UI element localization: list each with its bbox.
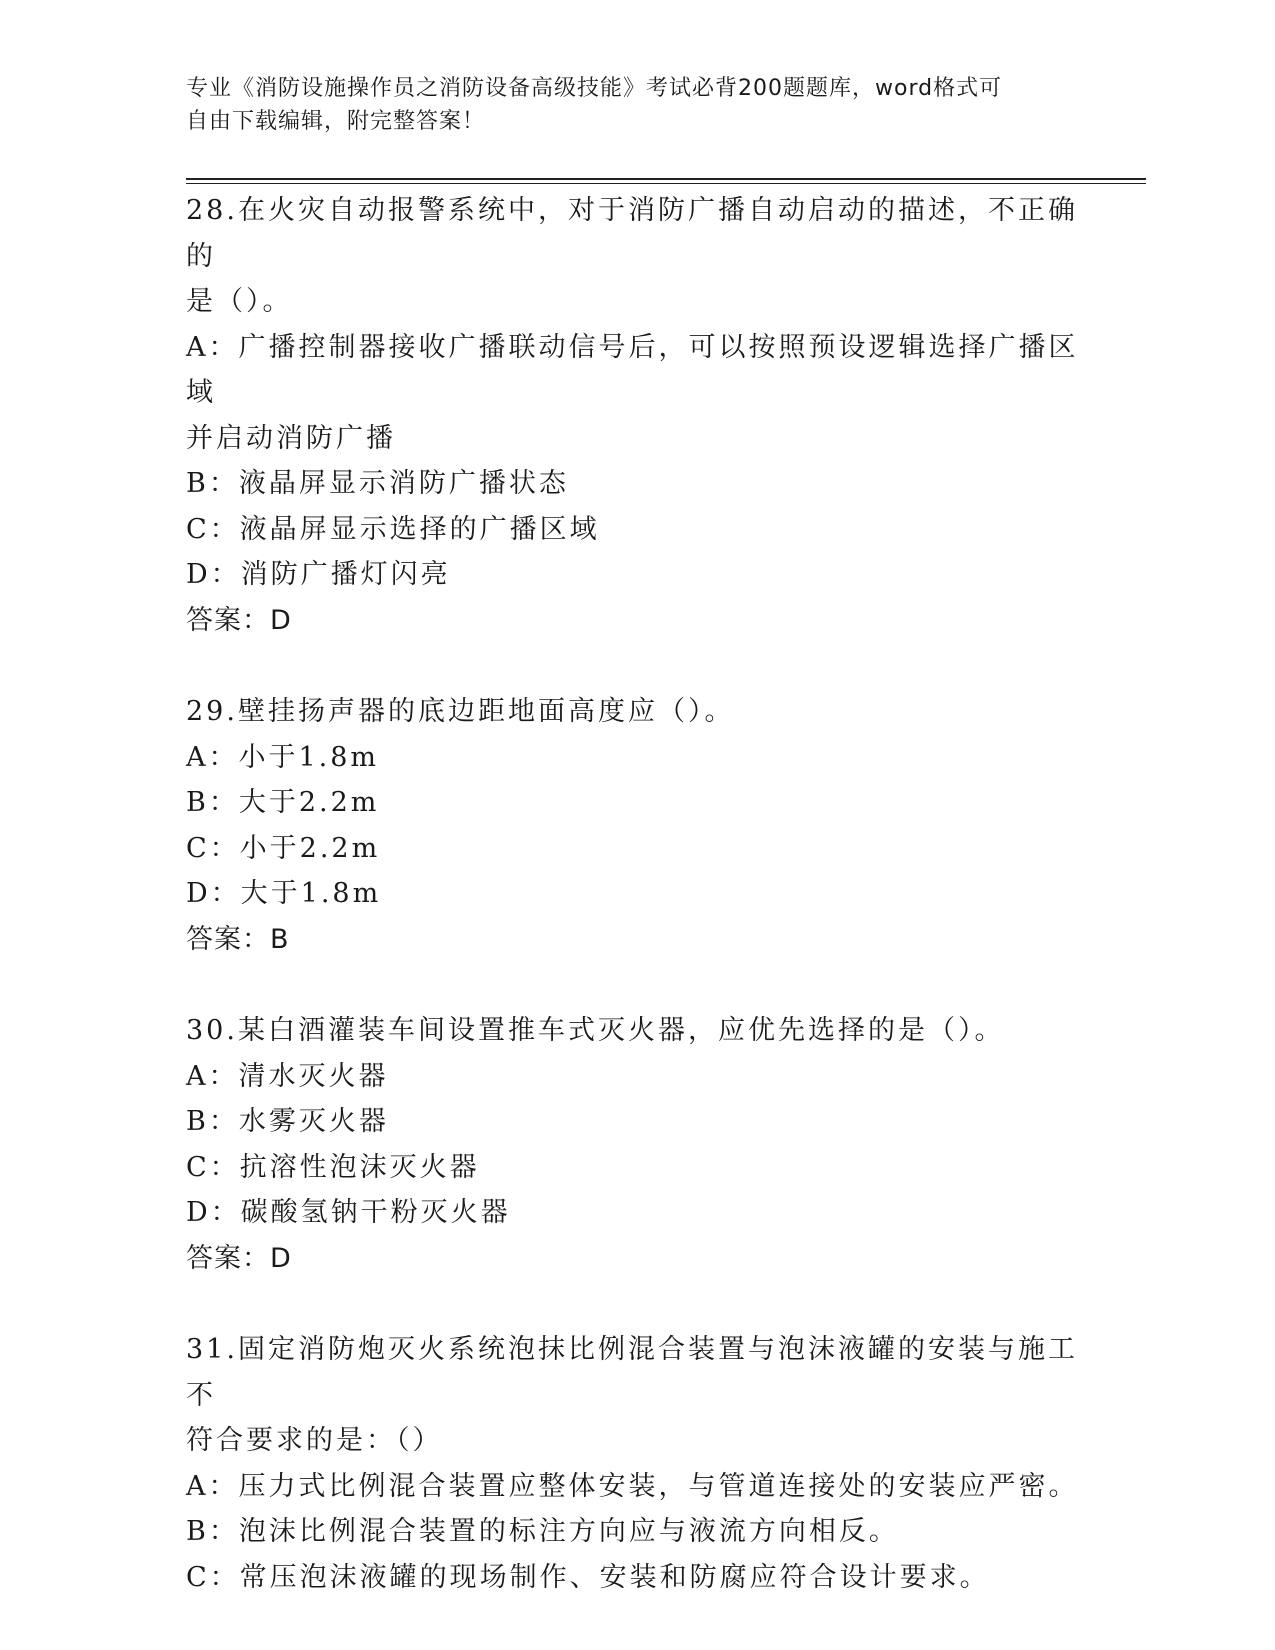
- option-d: D：消防广播灯闪亮: [186, 559, 451, 590]
- option-a: A：广播控制器接收广播联动信号后，可以按照预设逻辑选择广播区域: [186, 331, 1079, 408]
- header-line-1: 专业《消防设施操作员之消防设备高级技能》考试必背200题题库，word格式可: [186, 76, 1003, 101]
- document-header: [186, 72, 1066, 138]
- question-31: [186, 1327, 1086, 1600]
- question-stem: 29.壁挂扬声器的底边距地面高度应（）。: [186, 696, 735, 727]
- option-c: C：常压泡沫液罐的现场制作、安装和防腐应符合设计要求。: [186, 1561, 990, 1593]
- question-28: [186, 188, 1086, 643]
- option-a: A：小于1.8m: [186, 741, 380, 773]
- question-stem: 31.固定消防炮灭火系统泡抹比例混合装置与泡沫液罐的安装与施工不: [186, 1334, 1078, 1411]
- option-a: A：清水灭火器: [186, 1060, 389, 1092]
- answer-line: 答案：D: [186, 1242, 292, 1274]
- option-d: D：大于1.8m: [186, 878, 382, 909]
- question-29: [186, 689, 1086, 962]
- question-spacer: [186, 1281, 1086, 1327]
- question-spacer: [186, 643, 1086, 689]
- header-divider-thick: [186, 178, 1146, 180]
- question-30: [186, 1008, 1086, 1281]
- option-c: C：液晶屏显示选择的广播区域: [186, 513, 600, 545]
- option-b: B：液晶屏显示消防广播状态: [186, 468, 569, 499]
- option-a: A：压力式比例混合装置应整体安装，与管道连接处的安装应严密。: [186, 1470, 1079, 1502]
- option-c: C：小于2.2m: [186, 832, 381, 864]
- option-d: D：碳酸氢钠干粉灭火器: [186, 1197, 511, 1228]
- answer-line: 答案：B: [186, 923, 290, 955]
- option-b: B：水雾灭火器: [186, 1106, 389, 1137]
- option-a-continued: 并启动消防广播: [186, 422, 396, 454]
- header-line-2: 自由下载编辑，附完整答案！: [186, 109, 486, 134]
- option-b: B：泡沫比例混合装置的标注方向应与液流方向相反。: [186, 1516, 899, 1547]
- question-stem: 30.某白酒灌装车间设置推车式灭火器，应优先选择的是（）。: [186, 1015, 1005, 1046]
- question-stem: 28.在火灾自动报警系统中，对于消防广播自动启动的描述，不正确的: [186, 195, 1078, 272]
- question-list: [186, 188, 1086, 1600]
- question-stem-continued: 是（）。: [186, 286, 293, 317]
- question-spacer: [186, 962, 1086, 1008]
- option-c: C：抗溶性泡沫灭火器: [186, 1151, 480, 1183]
- option-b: B：大于2.2m: [186, 787, 380, 818]
- question-stem-continued: 符合要求的是：（）: [186, 1425, 443, 1456]
- header-divider-thin: [186, 183, 1146, 184]
- answer-line: 答案：D: [186, 604, 292, 636]
